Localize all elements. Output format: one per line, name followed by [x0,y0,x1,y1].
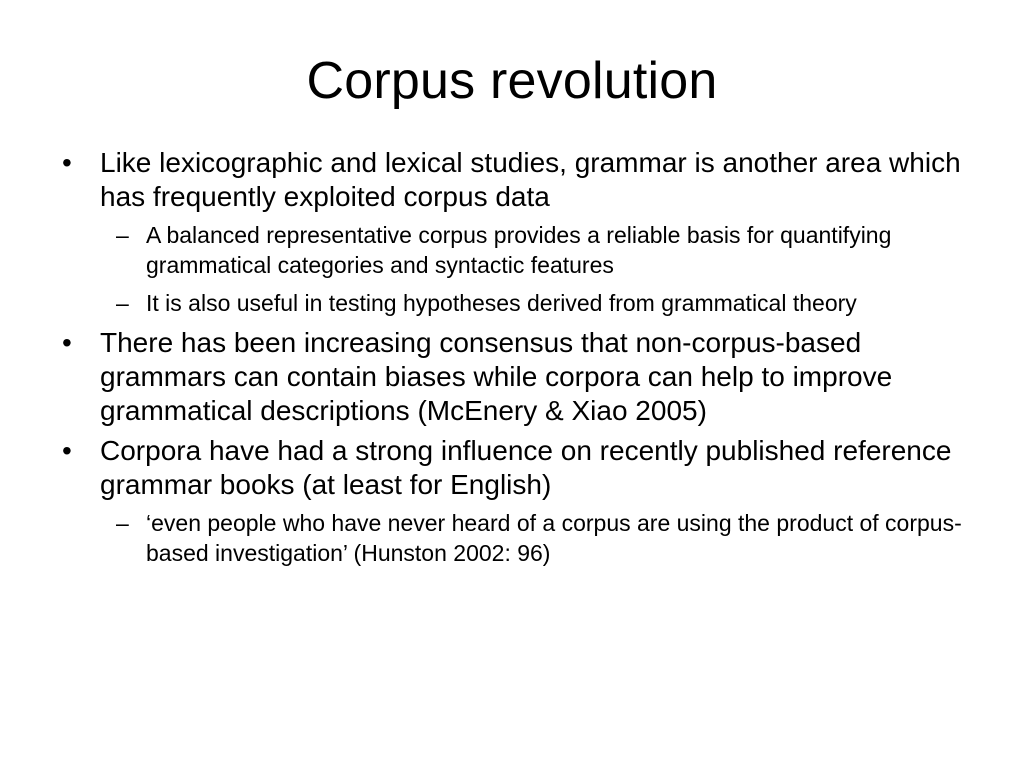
bullet-item-3 [62,434,972,502]
dash-marker-icon: – [116,510,129,536]
bullet-marker-icon: • [62,327,72,358]
bullet-text: There has been increasing consensus that non-corpus-based grammars can contain biases while corpora can help to improve grammatical descriptions (McEnery & Xiao 2005) [100,327,893,426]
sub-bullet-group-1 [62,220,972,318]
bullet-text: Like lexicographic and lexical studies, grammar is another area which has frequently exploited corpus data [100,147,961,212]
bullet-marker-icon: • [62,435,72,466]
sub-bullet-item-1-2 [62,288,972,318]
sub-bullet-item-1-1 [62,220,972,280]
slide-title: Corpus revolution [306,52,718,110]
dash-marker-icon: – [116,290,129,316]
sub-bullet-text: A balanced representative corpus provides a reliable basis for quantifying grammatical categories and syntactic features [146,222,892,278]
slide-body [62,146,972,576]
bullet-marker-icon: • [62,147,72,178]
sub-bullet-item-3-1 [62,508,972,568]
bullet-text: Corpora have had a strong influence on recently published reference grammar books (at least for English) [100,435,952,500]
sub-bullet-text: It is also useful in testing hypotheses derived from grammatical theory [146,290,857,316]
sub-bullet-group-3 [62,508,972,568]
bullet-item-1 [62,146,972,214]
dash-marker-icon: – [116,222,129,248]
sub-bullet-text: ‘even people who have never heard of a corpus are using the product of corpus-based investigation’ (Hunston 2002: 96) [146,510,962,566]
bullet-item-2 [62,326,972,428]
